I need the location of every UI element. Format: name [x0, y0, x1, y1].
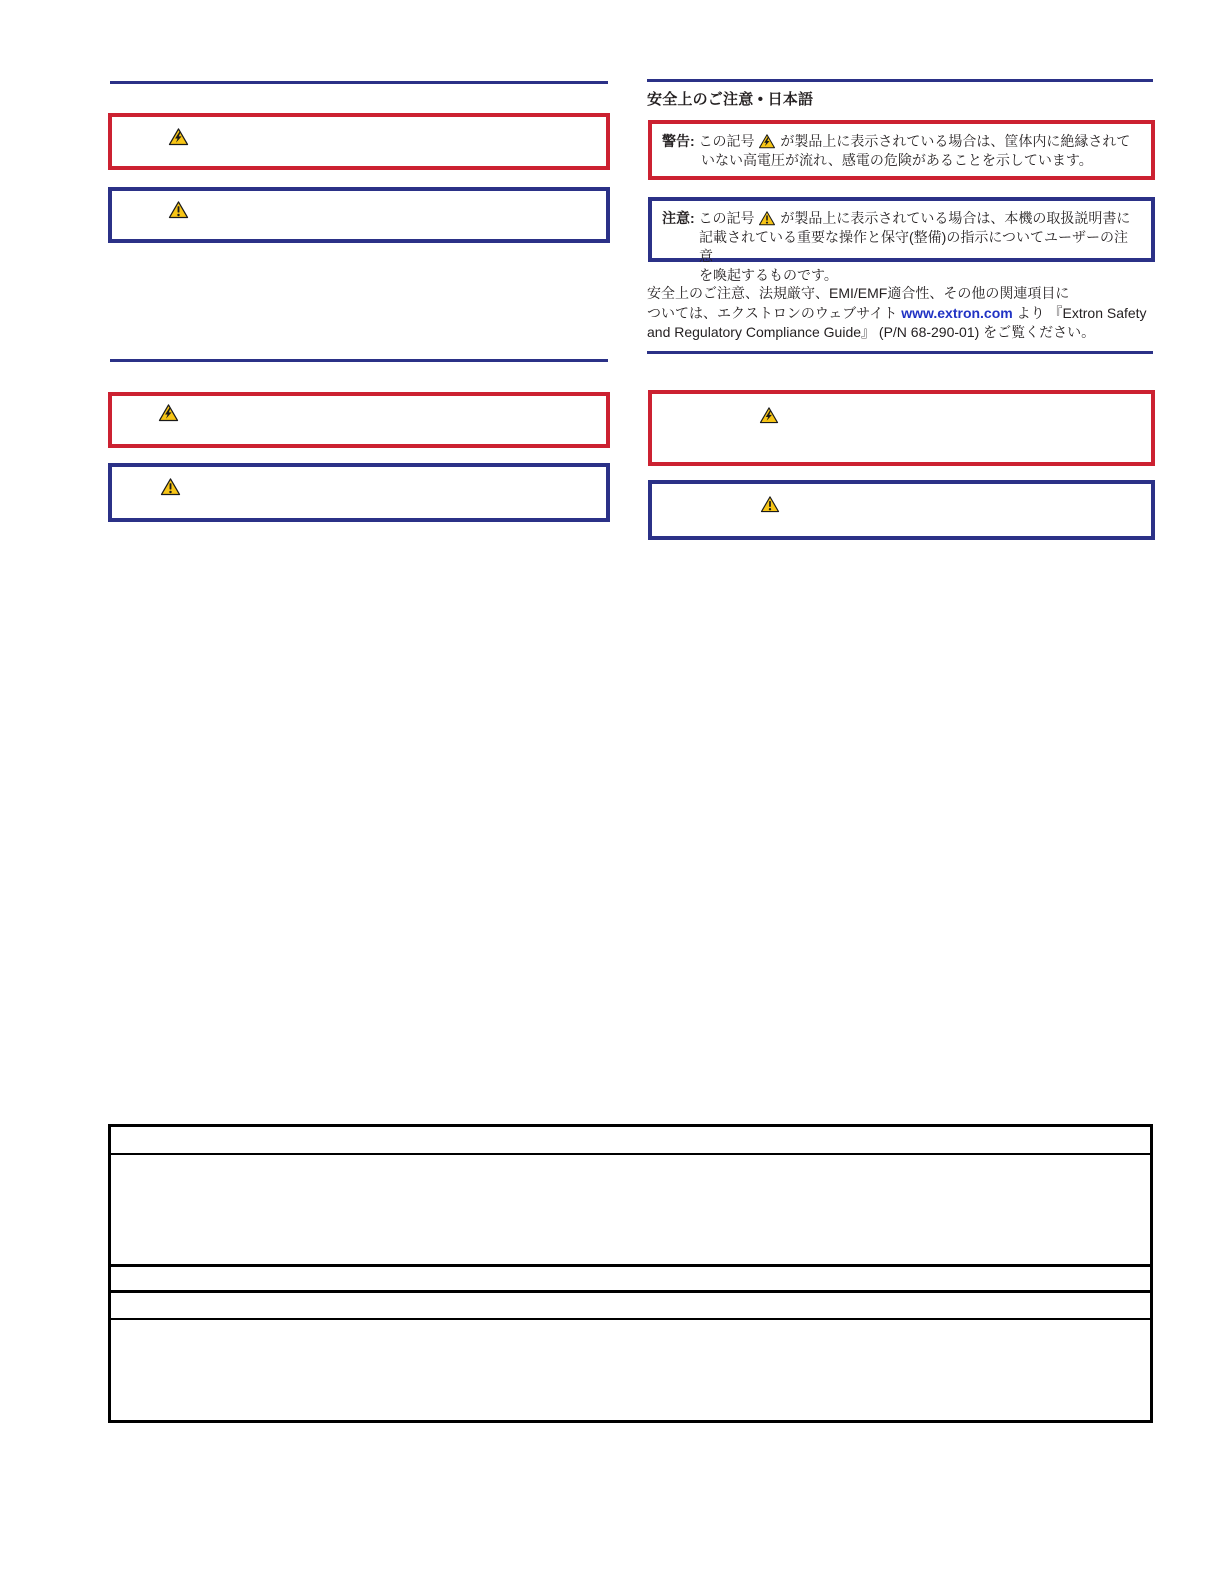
caution-icon [160, 478, 181, 496]
left-warning-box-2 [108, 392, 610, 448]
right-caution-box-2 [648, 480, 1155, 540]
compliance-notice-table [108, 1124, 1153, 1423]
section-heading-japanese: 安全上のご注意 • 日本語 [647, 91, 814, 108]
caution-line-3: を喚起するものです。 [699, 267, 838, 283]
high-voltage-icon [758, 134, 776, 149]
high-voltage-icon [759, 407, 779, 424]
compliance-note: 安全上のご注意、法規厳守、EMI/EMF適合性、その他の関連項目に ついては、エクストロンのウェブサイト www.extron.com より 『Extron Safety and Regulatory Compliance Guide』 (P/N 68-290-01) をご覧ください。 [647, 285, 1147, 340]
warning-box-japanese [648, 120, 1155, 180]
table-row-divider [111, 1290, 1150, 1293]
warning-line-1: 警告: この記号 が製品上に表示されている場合は、筐体内に絶縁されて [662, 133, 1131, 149]
caution-icon [168, 201, 189, 219]
table-row-divider [111, 1153, 1150, 1155]
left-section1-divider [110, 81, 608, 84]
right-warning-box-2 [648, 390, 1155, 466]
caution-line-2: 記載されている重要な操作と保守(整備)の指示についてユーザーの注意 [699, 229, 1129, 264]
high-voltage-icon [168, 128, 189, 146]
caution-icon [760, 496, 780, 513]
left-section2-divider [110, 359, 608, 362]
warning-label: 警告: [662, 133, 695, 149]
left-caution-box-2 [108, 463, 610, 522]
left-caution-box-1 [108, 187, 610, 243]
table-row-divider [111, 1318, 1150, 1320]
caution-line-1: 注意: この記号 が製品上に表示されている場合は、本機の取扱説明書に [662, 210, 1131, 226]
table-row-divider [111, 1264, 1150, 1267]
extron-website-link[interactable]: www.extron.com [901, 304, 1013, 321]
left-warning-box-1 [108, 113, 610, 170]
caution-icon [758, 211, 776, 226]
warning-line-2: いない高電圧が流れ、感電の危険があることを示しています。 [701, 152, 1093, 168]
right-section2-divider [647, 351, 1153, 354]
right-section1-divider [647, 79, 1153, 82]
caution-text [652, 201, 1151, 293]
warning-text [652, 124, 1151, 178]
high-voltage-icon [158, 404, 179, 422]
caution-label: 注意: [662, 210, 695, 226]
caution-box-japanese [648, 197, 1155, 283]
